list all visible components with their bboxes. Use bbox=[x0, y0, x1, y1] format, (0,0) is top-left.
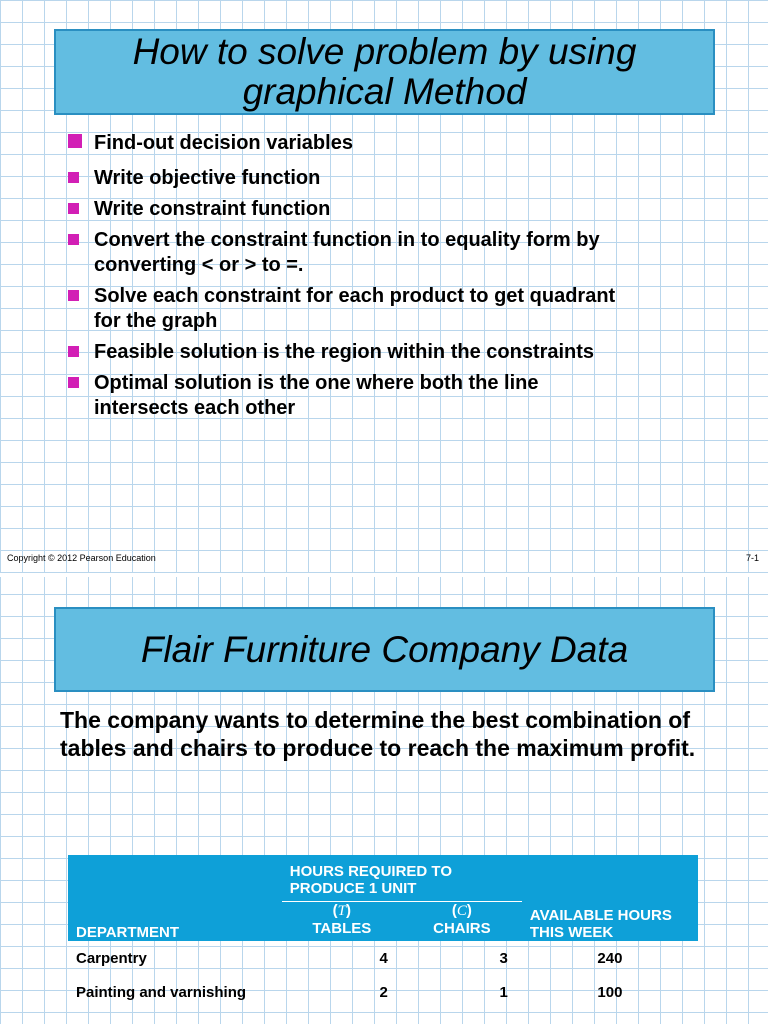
bullet-text: Solve each constraint for each product to get quadrant for the graph bbox=[94, 285, 616, 332]
chairs-variable: C bbox=[456, 903, 467, 919]
tables-variable: T bbox=[337, 903, 346, 919]
intro-paragraph: The company wants to determine the best combination of tables and chairs to produce to reach the maximum profit. bbox=[60, 707, 696, 761]
bullet-list bbox=[66, 131, 726, 421]
bullet-item bbox=[66, 166, 726, 191]
bullet-square-icon bbox=[68, 172, 79, 183]
cell-available: 240 bbox=[597, 949, 623, 967]
bullet-square-icon bbox=[68, 290, 79, 301]
bullet-text: Write constraint function bbox=[94, 198, 331, 220]
bullet-text: Feasible solution is the region within the constraints bbox=[94, 341, 595, 363]
header-group: HOURS REQUIRED TO PRODUCE 1 UNIT bbox=[282, 855, 522, 902]
bullet-text: Convert the constraint function in to equality form by converting < or > to =. bbox=[94, 229, 600, 276]
cell-tables: 4 bbox=[379, 949, 388, 967]
bullet-item bbox=[66, 284, 726, 334]
page-number: 7-1 bbox=[745, 553, 759, 563]
cell-department: Carpentry bbox=[76, 949, 147, 967]
header-chairs: (C) CHAIRS bbox=[402, 902, 522, 942]
bullet-item bbox=[66, 131, 726, 156]
table-header-row bbox=[68, 855, 698, 902]
bullet-square-icon bbox=[68, 234, 79, 245]
bullet-square-icon bbox=[68, 377, 79, 388]
tables-label: TABLES bbox=[312, 920, 372, 937]
table-row bbox=[68, 941, 698, 975]
cell-chairs: 1 bbox=[499, 983, 508, 1001]
bullet-text: Optimal solution is the one where both the line intersects each other bbox=[94, 372, 539, 419]
chairs-label: CHAIRS bbox=[433, 920, 491, 937]
copyright-notice: Copyright © 2012 Pearson Education bbox=[7, 553, 156, 563]
bullet-item bbox=[66, 340, 726, 365]
slide-flair-furniture bbox=[0, 577, 768, 1024]
header-tables: (T) TABLES bbox=[282, 902, 402, 942]
bullet-square-icon bbox=[68, 134, 82, 148]
cell-tables: 2 bbox=[379, 983, 388, 1001]
bullet-square-icon bbox=[68, 203, 79, 214]
bullet-square-icon bbox=[68, 346, 79, 357]
slide-title: Flair Furniture Company Data bbox=[54, 607, 715, 692]
cell-chairs: 3 bbox=[499, 949, 508, 967]
table-row bbox=[68, 975, 698, 1009]
bullet-item bbox=[66, 228, 726, 278]
header-available: AVAILABLE HOURS THIS WEEK bbox=[522, 855, 698, 941]
cell-department: Painting and varnishing bbox=[76, 983, 247, 1001]
data-table bbox=[68, 855, 698, 1009]
bullet-text: Write objective function bbox=[94, 167, 321, 189]
bullet-item bbox=[66, 371, 726, 421]
cell-available: 100 bbox=[597, 983, 623, 1001]
bullet-item bbox=[66, 197, 726, 222]
header-department: DEPARTMENT bbox=[68, 855, 282, 941]
bullet-text: Find-out decision variables bbox=[94, 132, 353, 154]
slide-title: How to solve problem by using graphical Method bbox=[54, 29, 715, 115]
